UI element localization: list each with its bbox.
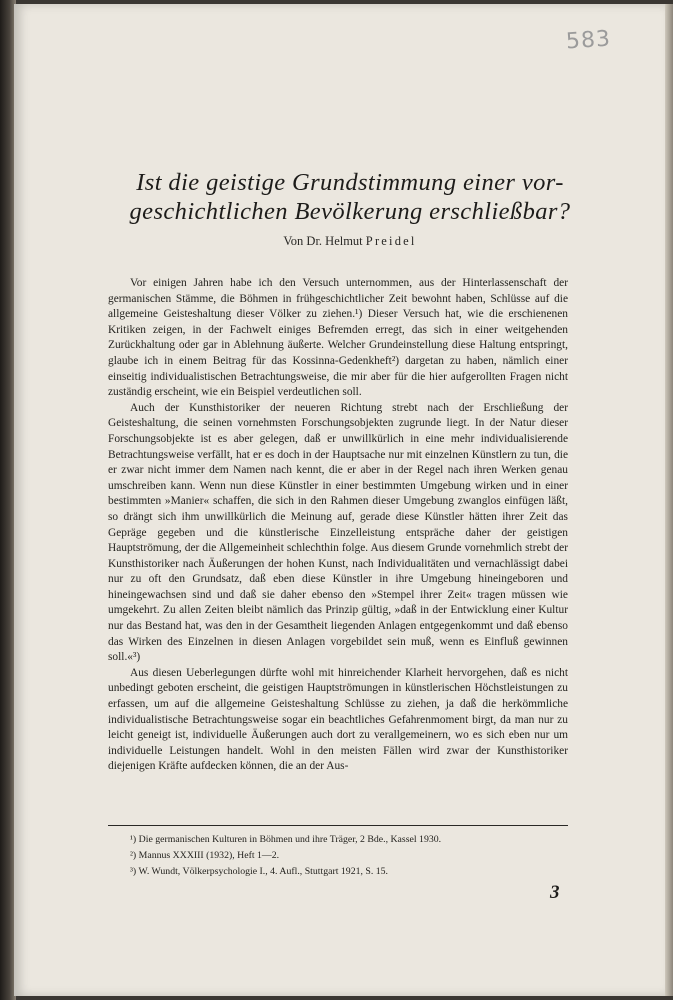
footnote-1: ¹) Die germanischen Kulturen in Böhmen und ihre Träger, 2 Bde., Kassel 1930. [130,834,442,845]
paragraph-1: Vor einigen Jahren habe ich den Versuch unternommen, aus der Hinterlassenschaft der germanischen Stämme, die Böhmen in frühgeschichtlicher Zeit bewohnt haben, Schlüsse auf die allgemeine Geisteshaltung dieser Völker zu ziehen.¹) Dieser Versuch hat, wie die erschienenen Kritiken zeigen, in der Fachwelt einiges Befremden erregt, das sich in einer weitgehenden Zurückhaltung oder gar in Ablehnung äußerte. Welcher Grundeinstellung diese Haltung entspringt, glaube ich in einem Beitrag für das Kossinna-Gedenkheft²) dargetan zu haben, nämlich einer einseitig individualistischen Betrachtungsweise, die mir aber für die hier aufgerollten Fragen nicht zuständig erscheint, wie ein Beispiel verdeutlichen soll. [108,277,568,399]
footnote-2: ²) Mannus XXXIII (1932), Heft 1—2. [130,850,280,861]
article-title [90,168,610,226]
page-edge [665,4,673,996]
footnote-3: ³) W. Wundt, Völkerpsychologie I., 4. Aufl., Stuttgart 1921, S. 15. [130,866,388,877]
article-body [108,276,568,775]
paragraph-3: Aus diesen Ueberlegungen dürfte wohl mit hinreichender Klarheit hervorgehen, daß es nicht unbedingt geboten erscheint, die geistigen Hauptströmungen in künstlerischen Höchstleistungen zu erfassen, um auf die allgemeine Geisteshaltung Schlüsse zu ziehen, ja daß die herkömmliche individualistische Betrachtungsweise sogar ein beachtliches Gefahrenmoment birgt, da man nur zu leicht geneigt ist, individuelle Äußerungen auch dort zu verallgemeinern, wo es sich eben nur um individuelle Leistungen handelt. Wohl in den meisten Fällen wird zwar der Kunsthistoriker diejenigen Kräfte aufdecken können, die an der Aus- [108,666,568,773]
title-line-2: geschichtlichen Bevölkerung erschließbar? [129,198,571,225]
byline-prefix: Von Dr. Helmut [283,234,366,248]
footnote-divider [108,825,568,826]
handwritten-annotation: 583 [565,26,612,55]
author-name: Preidel [365,234,417,248]
paragraph-2: Auch der Kunsthistoriker der neueren Richtung strebt nach der Erschließung der Geisteshaltung, die seinen vornehmsten Forschungsobjekten zugrunde liegt. In der Natur dieser Forschungsobjekte ist es aber gelegen, daß er unwillkürlich in eine mehr individualisierende Betrachtungsweise verfällt, hat er es doch in der Hauptsache nur mit einzelnen Künstlern zu tun, die er zwar nicht immer dem Namen nach kennt, die er aber in der Regel nach ihren Werken genau umschreiben kann. Wenn nun diese Künstler in einer bestimmten Umgebung wirken und in einer bestimmten »Manier« schaffen, die sich in den Rahmen dieser Umgebung zwanglos einfügen läßt, so drängt sich ihm unwillkürlich die Meinung auf, gerade diese Künstler hätten ihrer Zeit das Gepräge gegeben und die künstlerische Einzelleistung entspräche daher der geistigen Hauptströmung, der die Allgemeinheit schlechthin folge. Aus diesem Grunde vornehmlich strebt der Kunsthistoriker nach Äußerungen der hohen Kunst, nach Individualitäten und vernachlässigt dabei nur zu oft den Grundsatz, daß eben diese Künstler in ihre Umgebung hineingeboren und hineingewachsen sind und daß sie daher ebenso den »Stempel ihrer Zeit« tragen müssen wie umgekehrt. Zu allen Zeiten bleibt nämlich das Prinzip gültig, »daß in der Entwicklung einer Kultur nur das Bestand hat, was den in der Gesamtheit liegenden Anlagen entgegenkommt und daß ebenso das Wirken des Einzelnen in diesen Anlagen vorgebildet sein muß, wenn es Einfluß gewinnen soll.«³) [108,401,568,664]
footnotes [130,832,570,880]
page-number: 3 [550,882,560,903]
title-line-1: Ist die geistige Grundstimmung einer vor- [136,169,564,196]
author-byline [90,234,610,249]
